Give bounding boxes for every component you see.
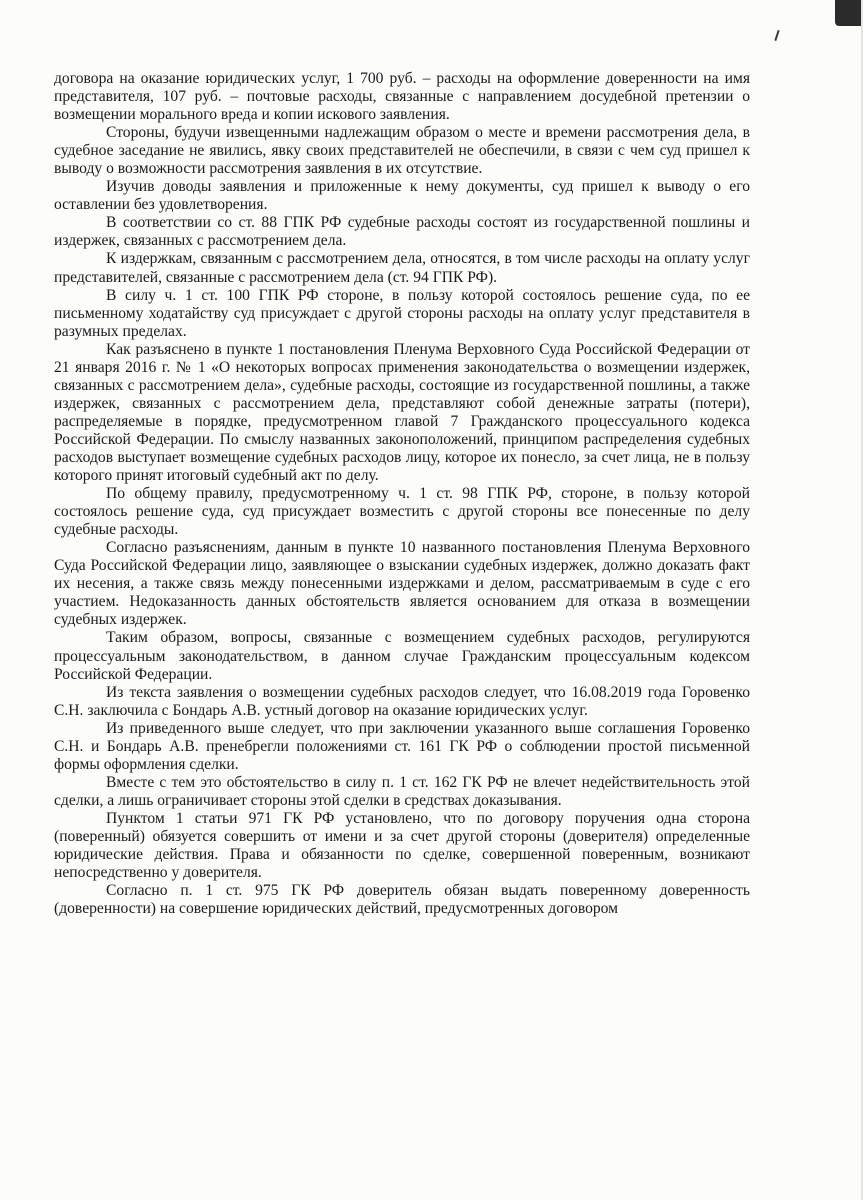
paragraph: Пунктом 1 статьи 971 ГК РФ установлено, что по договору поручения одна сторона (поверенный) обязуется совершить от имени и за счет другой стороны (доверителя) определенные юридические действия. Права и обязанности по сделке, совершенной поверенным, возникают непосредственно у доверителя. [54, 809, 750, 882]
paragraph: Вместе с тем это обстоятельство в силу п. 1 ст. 162 ГК РФ не влечет недействительность этой сделки, а лишь ограничивает стороны этой сделки в средствах доказывания. [54, 773, 750, 809]
paragraph: К издержкам, связанным с рассмотрением дела, относятся, в том числе расходы на оплату услуг представителей, связанные с рассмотрением дела (ст. 94 ГПК РФ). [54, 250, 750, 286]
document-body [54, 70, 750, 918]
paragraph: Из приведенного выше следует, что при заключении указанного выше соглашения Горовенко С.Н. и Бондарь А.В. пренебрегли положениями ст. 161 ГК РФ о соблюдении простой письменной формы оформления сделки. [54, 719, 750, 773]
paragraph: Согласно п. 1 ст. 975 ГК РФ доверитель обязан выдать поверенному доверенность (доверенности) на совершение юридических действий, предусмотренных договором [54, 882, 750, 918]
paragraph: Изучив доводы заявления и приложенные к нему документы, суд пришел к выводу о его оставлении без удовлетворения. [54, 178, 750, 214]
paragraph: Как разъяснено в пункте 1 постановления Пленума Верховного Суда Российской Федерации от 21 января 2016 г. № 1 «О некоторых вопросах применения законодательства о возмещении издержек, связанных с рассмотрением дела», судебные расходы, состоящие из государственной пошлины, а также издержек, связанных с рассмотрением дела, представляют собой денежные затраты (потери), распределяемые в порядке, предусмотренном главой 7 Гражданского процессуального кодекса Российской Федерации. По смыслу названных законоположений, принципом распределения судебных расходов выступает возмещение судебных расходов лицу, которое их понесло, за счет лица, не в пользу которого принят итоговый судебный акт по делу. [54, 340, 750, 485]
paragraph: Стороны, будучи извещенными надлежащим образом о месте и времени рассмотрения дела, в судебное заседание не явились, явку своих представителей не обеспечили, в связи с чем суд пришел к выводу о возможности рассмотрения заявления в их отсутствие. [54, 124, 750, 178]
paragraph: В силу ч. 1 ст. 100 ГПК РФ стороне, в пользу которой состоялось решение суда, по ее письменному ходатайству суд присуждает с другой стороны расходы на оплату услуг представителя в разумных пределах. [54, 286, 750, 340]
paragraph: договора на оказание юридических услуг, 1 700 руб. – расходы на оформление доверенности на имя представителя, 107 руб. – почтовые расходы, связанные с направлением досудебной претензии о возмещении морального вреда и копии искового заявления. [54, 70, 750, 124]
paragraph: Таким образом, вопросы, связанные с возмещением судебных расходов, регулируются процессуальным законодательством, в данном случае Гражданским процессуальным кодексом Российской Федерации. [54, 629, 750, 683]
paragraph: По общему правилу, предусмотренному ч. 1 ст. 98 ГПК РФ, стороне, в пользу которой состоялось решение суда, суд присуждает возместить с другой стороны все понесенные по делу судебные расходы. [54, 485, 750, 539]
paragraph: Из текста заявления о возмещении судебных расходов следует, что 16.08.2019 года Горовенко С.Н. заключила с Бондарь А.В. устный договор на оказание юридических услуг. [54, 683, 750, 719]
scan-corner-mark [835, 0, 863, 26]
paragraph: В соответствии со ст. 88 ГПК РФ судебные расходы состоят из государственной пошлины и издержек, связанных с рассмотрением дела. [54, 214, 750, 250]
paragraph: Согласно разъяснениям, данным в пункте 10 названного постановления Пленума Верховного Суда Российской Федерации лицо, заявляющее о взыскании судебных издержек, должно доказать факт их несения, а также связь между понесенными издержками и делом, рассматриваемым в суде с его участием. Недоказанность данных обстоятельств является основанием для отказа в возмещении судебных издержек. [54, 539, 750, 629]
pencil-mark [774, 30, 779, 41]
